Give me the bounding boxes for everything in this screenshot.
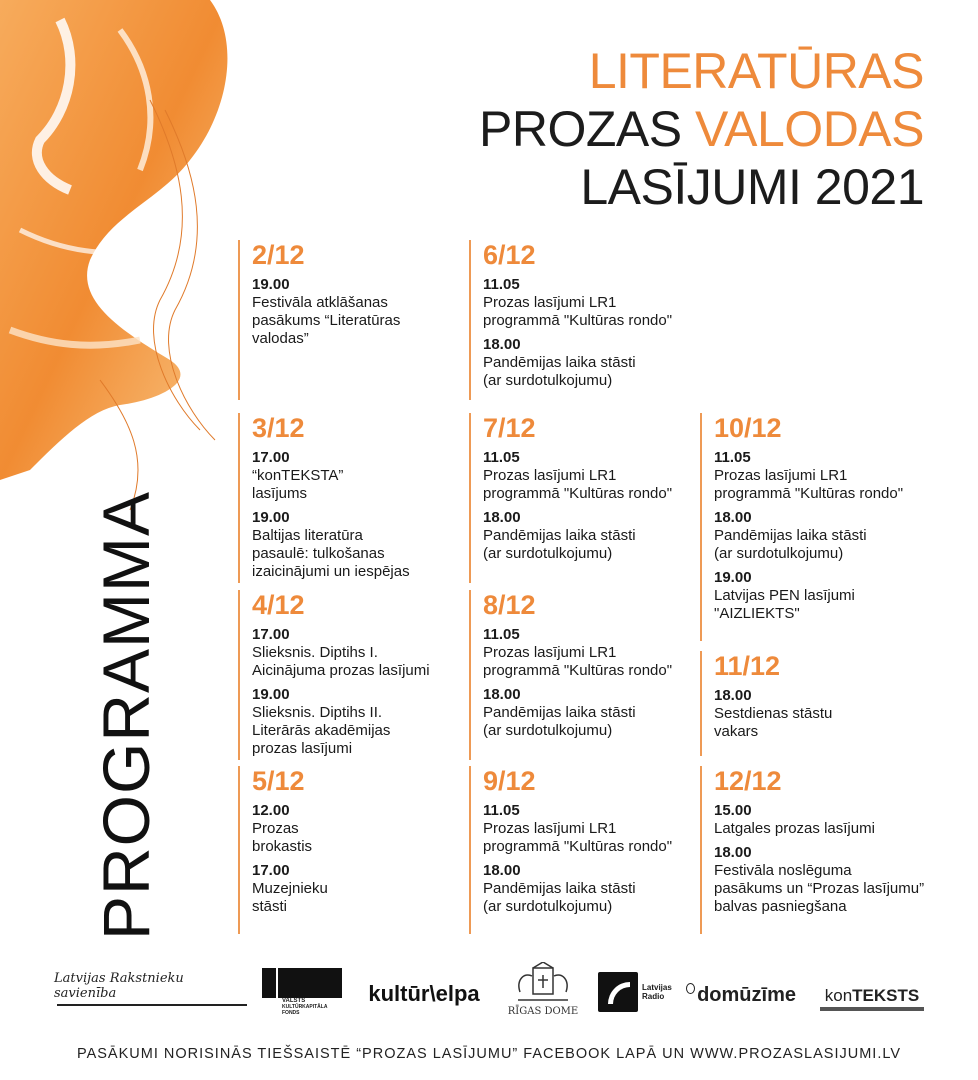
riga-crest-icon [514,962,572,1006]
day-6-12 [469,240,695,400]
event-text: Latgales prozas lasījumi [714,820,875,837]
event-time: 17.00 [252,449,290,466]
event [714,844,950,916]
day-8-12 [469,590,695,760]
title-line-1: LITERATŪRAS [588,43,924,99]
event-time: 11.05 [483,449,520,466]
title-word-prozas: PROZAS [479,101,682,157]
event-text: Pandēmijas laika stāsti (ar surdotulkojumu) [714,527,867,562]
day-11-12 [700,651,940,756]
day-3-12 [238,413,458,583]
vkkf-bar [278,968,342,998]
event-text: Pandēmijas laika stāsti (ar surdotulkojumu) [483,354,636,389]
event [483,276,695,330]
event-text: Prozas lasījumi LR1 programmā "Kultūras rondo" [483,294,673,329]
event [714,509,940,563]
event-time: 19.00 [252,686,290,703]
title-line-3: LASĪJUMI 2021 [580,159,924,215]
event [252,276,458,348]
event [252,802,458,856]
event-text: Prozas lasījumi LR1 programmā "Kultūras rondo" [714,467,904,502]
event [714,449,940,503]
domuzime-mark-icon [686,983,695,994]
vkkf-mark-icon [262,968,276,998]
event-time: 11.05 [714,449,751,466]
event-text: Festivāla atklāšanas pasākums “Literatūras valodas” [252,294,401,347]
event [714,802,950,838]
kontekst-underline [820,1007,924,1011]
event-time: 18.00 [483,336,521,353]
event-text: Prozas lasījumi LR1 programmā "Kultūras rondo" [483,820,673,855]
event [483,449,695,503]
event-text: Baltijas literatūra pasaulē: tulkošanas izaicinājumi un iespējas [252,527,410,580]
decorative-artwork [0,0,240,520]
riga-dome-logo [502,958,584,1020]
day-date: 8/12 [483,590,536,620]
kontekst-text-a: kon [824,985,853,1005]
event-time: 17.00 [252,862,290,879]
event-time: 18.00 [483,862,521,879]
radio-text-b: Radio [642,992,665,1001]
event-text: Pandēmijas laika stāsti (ar surdotulkojumu) [483,527,636,562]
event [252,449,458,503]
day-date: 12/12 [714,766,782,796]
kulturelpa-logo [358,980,490,1008]
event-text: Slieksnis. Diptihs I. Aicinājuma prozas lasījumi [252,644,430,679]
event [714,569,940,623]
event-text: Latvijas PEN lasījumi "AIZLIEKTS" [714,587,855,622]
event-time: 18.00 [714,687,752,704]
event-time: 18.00 [483,509,521,526]
event-time: 19.00 [714,569,752,586]
day-5-12 [238,766,458,934]
event-time: 12.00 [252,802,290,819]
event [483,336,695,390]
vkkf-text-a: VALSTS [282,998,306,1004]
event-time: 15.00 [714,802,752,819]
event-text: Muzejnieku stāsti [252,880,328,915]
day-date: 2/12 [252,240,305,270]
lrs-logo [54,968,250,1008]
riga-dome-text: RĪGAS DOME [507,1005,579,1017]
event [483,626,695,680]
event-text: Prozas lasījumi LR1 programmā "Kultūras rondo" [483,467,673,502]
event-text: Pandēmijas laika stāsti (ar surdotulkojumu) [483,704,636,739]
day-date: 5/12 [252,766,305,796]
event-time: 11.05 [483,626,520,643]
event [483,509,695,563]
event [483,802,695,856]
event-text: Sestdienas stāstu vakars [714,705,833,740]
day-date: 3/12 [252,413,305,443]
programma-label: PROGRAMMA [89,490,163,940]
event [483,862,695,916]
day-date: 6/12 [483,240,536,270]
page-title [479,42,924,216]
event-text: “konTEKSTA” lasījums [252,467,344,502]
event [252,686,458,758]
lrs-underline [57,1004,247,1006]
kontekst-text-b: TEKSTS [852,985,920,1005]
event-text: Festivāla noslēguma pasākums un “Prozas lasījumu” balvas pasniegšana [714,862,925,915]
day-7-12 [469,413,695,583]
sponsor-logos [0,958,978,1018]
event-time: 19.00 [252,509,290,526]
radio-text-a: Latvijas [642,983,672,992]
day-10-12 [700,413,940,641]
event [483,686,695,740]
latvijas-radio-logo [598,970,682,1014]
day-12-12 [700,766,950,934]
title-word-valodas: VALODAS [695,101,924,157]
event-text: Slieksnis. Diptihs II. Literārās akadēmijas prozas lasījumi [252,704,391,757]
event-time: 18.00 [714,844,752,861]
kontéksts-logo [816,980,928,1016]
kulturelpa-text: kultūr\elpa [368,981,480,1006]
radio-mark-icon [598,972,638,1012]
vkkf-text-b: KULTŪRKAPITĀLA FONDS [282,1004,328,1016]
day-9-12 [469,766,695,934]
footer-note: PASĀKUMI NORISINĀS TIEŠSAISTĒ “PROZAS LASĪJUMU” FACEBOOK LAPĀ UN WWW.PROZASLASIJUMI.LV [76,1046,902,1062]
event-text: Prozas lasījumi LR1 programmā "Kultūras rondo" [483,644,673,679]
event-time: 18.00 [714,509,752,526]
day-date: 9/12 [483,766,536,796]
event-text: Pandēmijas laika stāsti (ar surdotulkojumu) [483,880,636,915]
event-text: Prozas brokastis [252,820,313,855]
event-time: 11.05 [483,802,520,819]
day-4-12 [238,590,458,760]
event [252,626,458,680]
event-time: 17.00 [252,626,290,643]
domuzime-text: domūzīme [697,983,796,1006]
day-date: 10/12 [714,413,782,443]
event [714,687,940,741]
event [252,509,458,581]
event-time: 19.00 [252,276,290,293]
day-date: 11/12 [714,651,781,681]
day-date: 7/12 [483,413,536,443]
event-time: 11.05 [483,276,520,293]
day-date: 4/12 [252,590,305,620]
day-2-12 [238,240,458,400]
event-time: 18.00 [483,686,521,703]
domuzime-logo [686,980,796,1010]
lrs-logo-text: Latvijas Rakstnieku savienība [54,970,184,1001]
vkkf-logo [262,970,346,1014]
event [252,862,458,916]
